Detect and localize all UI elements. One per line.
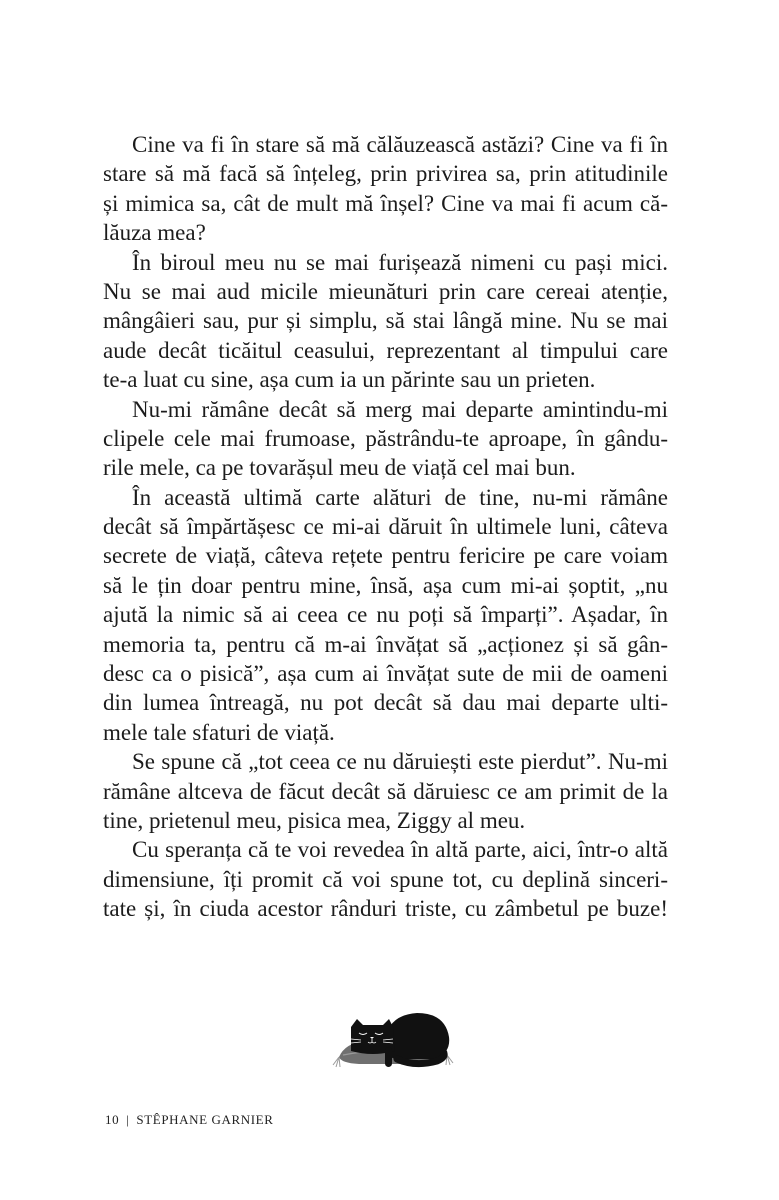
text-line: lăuza mea? — [103, 220, 206, 246]
text-line: rămâne altceva de făcut decât să dăruiesc ce am primit de la — [103, 778, 668, 804]
text-line: stare să mă facă să înțeleg, prin privirea sa, prin atitudinile — [103, 161, 668, 187]
paragraph — [103, 835, 668, 923]
text-line: Se spune că „tot ceea ce nu dăruiești este pierdut”. Nu-mi — [132, 749, 668, 775]
text-line: secrete de viață, câteva rețete pentru fericire pe care voiam — [103, 543, 668, 569]
text-line: rile mele, ca pe tovarășul meu de viață cel mai bun. — [103, 455, 576, 481]
author-name: STÊPHANE GARNIER — [136, 1112, 274, 1127]
footer-separator: | — [126, 1112, 130, 1127]
text-line: și mimica sa, cât de mult mă înșel? Cine va mai fi acum că- — [103, 190, 668, 216]
text-line: tine, prietenul meu, pisica mea, Ziggy al meu. — [103, 807, 526, 833]
paragraph — [103, 483, 668, 748]
body-text — [103, 130, 668, 924]
text-line: clipele cele mai frumoase, păstrându-te aproape, în gându- — [103, 425, 668, 451]
text-line: Nu se mai aud micile mieunături prin care cereai atenție, — [103, 278, 668, 304]
text-line: În biroul meu nu se mai furișează nimeni cu pași mici. — [132, 249, 668, 275]
sleeping-cat-on-cushion-icon — [325, 1005, 455, 1070]
text-line: În această ultimă carte alături de tine, nu-mi rămâne — [132, 484, 668, 510]
text-line: tate și, în ciuda acestor rânduri triste, cu zâmbetul pe buze! — [103, 896, 668, 922]
text-line: să le țin doar pentru mine, însă, așa cum mi-ai șoptit, „nu — [103, 572, 668, 598]
text-line: te-a luat cu sine, așa cum ia un părinte sau un prieten. — [103, 367, 596, 393]
paragraph — [103, 395, 668, 483]
text-line: ajută la nimic să ai ceea ce nu poți să împarți”. Așadar, în — [103, 602, 668, 628]
text-line: desc ca o pisică”, așa cum ai învățat sute de mii de oameni — [103, 661, 668, 687]
text-line: dimensiune, îți promit că voi spune tot, cu deplină sinceri- — [103, 866, 668, 892]
text-line: Cine va fi în stare să mă călăuzească astăzi? Cine va fi în — [132, 132, 668, 157]
text-line: aude decât ticăitul ceasului, reprezentant al timpului care — [103, 337, 668, 363]
text-line: Nu-mi rămâne decât să merg mai departe amintindu-mi — [132, 396, 668, 422]
text-line: decât să împărtășesc ce mi-ai dăruit în ultimele luni, câteva — [103, 514, 668, 540]
page-number: 10 — [105, 1112, 120, 1127]
text-line: memoria ta, pentru că m-ai învățat să „acționez și să gân- — [103, 631, 668, 657]
text-line: mele tale sfaturi de viață. — [103, 719, 335, 745]
text-line: mângâieri sau, pur și simplu, să stai lângă mine. Nu se mai — [103, 308, 668, 334]
paragraph — [103, 130, 668, 248]
paragraph — [103, 248, 668, 395]
text-line: din lumea întreagă, nu pot decât să dau mai departe ulti- — [103, 690, 668, 716]
page-footer — [105, 1112, 273, 1128]
text-line: Cu speranța că te voi revedea în altă parte, aici, într-o altă — [132, 837, 668, 863]
paragraph — [103, 747, 668, 835]
